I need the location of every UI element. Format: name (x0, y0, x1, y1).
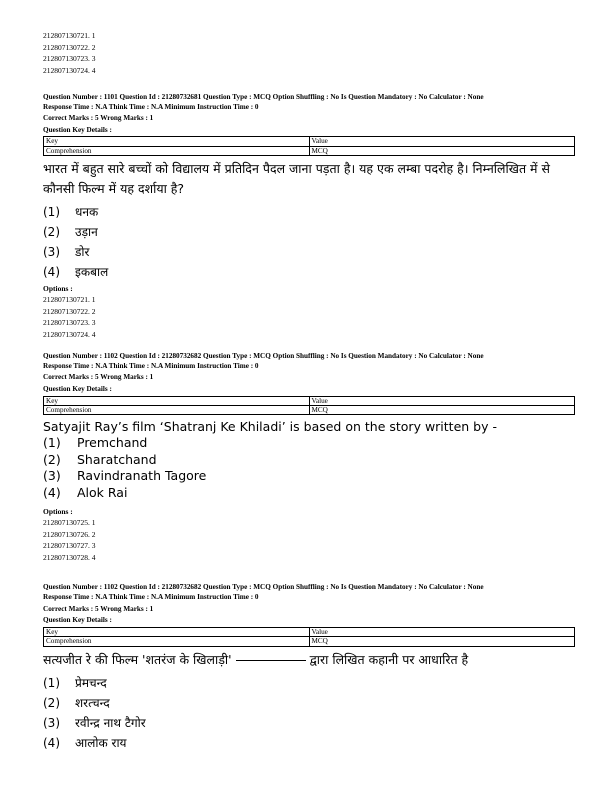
key-details-label: Question Key Details : (43, 384, 112, 393)
key-details-label: Question Key Details : (43, 616, 112, 625)
answer-choice (43, 468, 575, 485)
key-details-label: Question Key Details : (43, 125, 112, 134)
option-id-line: 212807130728. 4 (43, 552, 96, 562)
choice-number: (2) (43, 225, 60, 240)
choice-number: (2) (43, 451, 61, 467)
value-cell: MCQ (309, 405, 575, 414)
option-id-line: 212807130723. 3 (43, 54, 96, 63)
question-marks: Correct Marks : 5 Wrong Marks : 1 (43, 373, 154, 382)
answer-choice (43, 242, 575, 262)
key-header: Key (44, 396, 310, 405)
answer-choice (43, 452, 575, 469)
key-cell: Comprehension (44, 146, 310, 155)
question-marks: Correct Marks : 5 Wrong Marks : 1 (43, 604, 154, 613)
option-id-line: 212807130723. 3 (43, 318, 96, 328)
choice-number: (2) (43, 695, 60, 710)
option-id-line: 212807130721. 1 (43, 295, 96, 305)
choice-text: रवीन्द्र नाथ टैगोर (75, 715, 146, 730)
value-header: Value (309, 137, 575, 146)
choice-text: Premchand (77, 435, 148, 451)
question-timing: Response Time : N.A Think Time : N.A Minimum Instruction Time : 0 (43, 592, 259, 601)
value-cell: MCQ (309, 146, 575, 155)
choice-text: धनक (75, 205, 99, 220)
option-id-line: 212807130724. 4 (43, 65, 96, 75)
option-id-line: 212807130724. 4 (43, 329, 96, 339)
choice-text: डोर (75, 245, 90, 260)
options-label: Options : (43, 284, 73, 294)
choice-number: (4) (43, 265, 60, 280)
value-header: Value (309, 396, 575, 405)
answer-choice (43, 713, 575, 733)
question-marks: Correct Marks : 5 Wrong Marks : 1 (43, 114, 154, 123)
choice-number: (1) (43, 675, 60, 690)
question-key-table (43, 396, 575, 416)
choice-text: इकबाल (75, 265, 109, 280)
question-timing: Response Time : N.A Think Time : N.A Minimum Instruction Time : 0 (43, 102, 259, 111)
answer-choice (43, 733, 575, 753)
choice-number: (1) (43, 435, 61, 451)
question-key-table (43, 136, 575, 156)
options-label: Options : (43, 507, 73, 517)
answer-choice (43, 262, 575, 282)
choice-number: (1) (43, 205, 60, 220)
choice-number: (3) (43, 715, 60, 730)
exam-page (43, 30, 575, 753)
option-id-line: 212807130722. 2 (43, 42, 96, 52)
choice-number: (3) (43, 468, 61, 484)
fill-in-blank (236, 659, 306, 661)
question-1102-hindi (43, 583, 575, 752)
answer-choice (43, 485, 575, 502)
option-id-line: 212807130721. 1 (43, 31, 96, 40)
option-id-line: 212807130726. 2 (43, 529, 96, 539)
question-header: Question Number : 1101 Question Id : 21280732681 Question Type : MCQ Option Shuffling : No Is Question Mandatory : No Calculator : None (43, 93, 484, 101)
answer-choice (43, 673, 575, 693)
choice-text: Alok Rai (77, 484, 128, 500)
answer-choice (43, 693, 575, 713)
question-key-table (43, 627, 575, 647)
choice-number: (4) (43, 735, 60, 750)
question-1101 (43, 93, 575, 340)
question-text-start: सत्यजीत रे की फिल्म 'शतरंज के खिलाड़ी' (43, 651, 232, 667)
choice-number: (3) (43, 245, 60, 260)
question-header: Question Number : 1102 Question Id : 21280732682 Question Type : MCQ Option Shuffling : No Is Question Mandatory : No Calculator : None (43, 583, 484, 592)
answer-choice (43, 435, 575, 452)
value-cell: MCQ (309, 637, 575, 646)
question-header: Question Number : 1102 Question Id : 21280732682 Question Type : MCQ Option Shuffling : No Is Question Mandatory : No Calculator : None (43, 352, 484, 361)
option-id-line: 212807130722. 2 (43, 306, 96, 316)
question-1102-english (43, 352, 575, 563)
answer-choice (43, 202, 575, 222)
question-text (43, 650, 575, 670)
option-id-line: 212807130725. 1 (43, 518, 96, 528)
question-text: Satyajit Ray’s film ‘Shatranj Ke Khiladi’ is based on the story written by - (43, 419, 497, 435)
choice-text: शरत्चन्द (75, 695, 110, 710)
key-cell: Comprehension (44, 637, 310, 646)
choice-text: आलोक राय (75, 735, 127, 750)
choice-text: प्रेमचन्द (75, 675, 107, 690)
option-id-line: 212807130727. 3 (43, 541, 96, 551)
choice-number: (4) (43, 484, 61, 500)
choice-text: Ravindranath Tagore (77, 468, 207, 484)
choice-text: Sharatchand (77, 451, 157, 467)
top-options-list (43, 30, 575, 76)
value-header: Value (309, 627, 575, 636)
key-cell: Comprehension (44, 405, 310, 414)
key-header: Key (44, 627, 310, 636)
question-text-end: द्वारा लिखित कहानी पर आधारित है (309, 651, 469, 667)
question-text: भारत में बहुत सारे बच्चों को विद्यालय में प्रतिदिन पैदल जाना पड़ता है। यह एक लम्बा पदरोह है। निम्नलिखित में से कौनसी फिल्म में यह दर्शाया है? (43, 161, 550, 197)
question-timing: Response Time : N.A Think Time : N.A Minimum Instruction Time : 0 (43, 361, 259, 370)
key-header: Key (44, 137, 310, 146)
choice-text: उड़ान (75, 225, 98, 240)
answer-choice (43, 222, 575, 242)
